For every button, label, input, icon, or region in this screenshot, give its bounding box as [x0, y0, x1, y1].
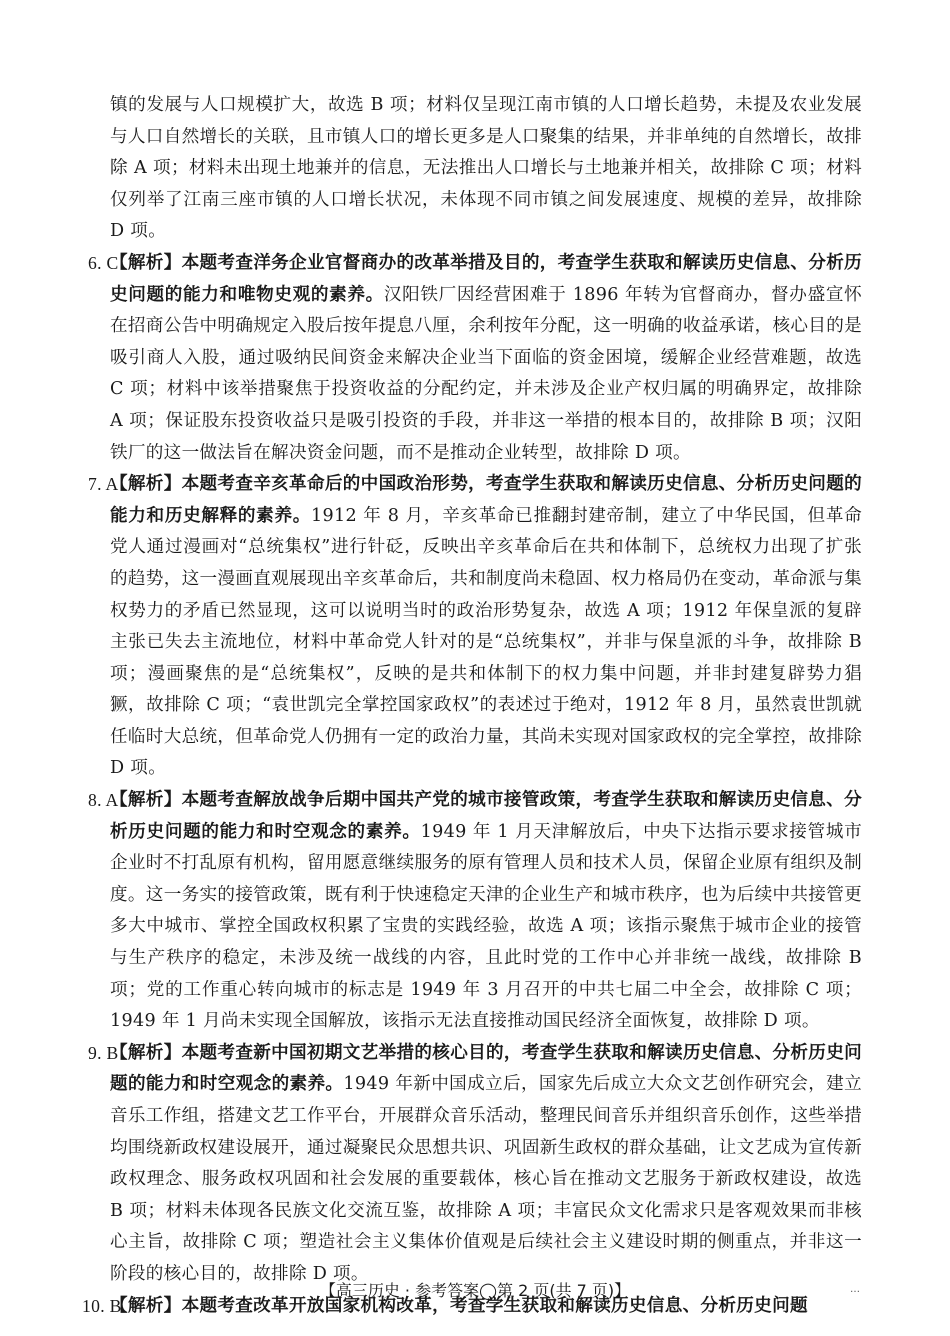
answer-item-7	[0, 469, 950, 785]
answer-item-9	[0, 1038, 950, 1291]
answer-number: 8. A	[88, 790, 119, 811]
answer-intro: 【解析】本题考查改革开放国家机构改革，考查学生获取和解读历史信息、分析历史问题	[110, 1295, 808, 1316]
answer-number: 7. A	[88, 474, 119, 495]
answer-number: 9. B	[88, 1042, 119, 1063]
answer-continuation	[0, 90, 950, 248]
answer-intro: 【解析】本题考查洋务企业官督商办的改革举措及目的，考查学生获取和解读历史信息、分析历史问题的能力和唯物史观的素养。	[110, 252, 862, 305]
answer-text: 1949 年新中国成立后，国家先后成立大众文艺创作研究会，建立音乐工作组，搭建文艺工作平台，开展群众音乐活动，整理民间音乐并组织音乐创作，这些举措均围绕新政权建设展开，通过凝聚民众思想共识、巩固新生政权的群众基础，让文艺成为宣传新政权理念、服务政权巩固和社会发展的重要载体，核心旨在推动文艺服务于新政权建设，故选 B 项；材料未体现各民族文化交流互鉴，故排除 A 项；丰富民众文化需求只是客观效果而非核心主旨，故排除 C 项；塑造社会主义集体价值观是后续社会主义建设时期的侧重点，并非这一阶段的核心目的，故排除 D 项。	[110, 1074, 863, 1284]
answer-text: 1912 年 8 月，辛亥革命已推翻封建帝制，建立了中华民国，但革命党人通过漫画对“总统集权”进行针砭，反映出辛亥革命后在共和体制下，总统权力出现了扩张的趋势，这一漫画直观展现出辛亥革命后，共和制度尚未稳固、权力格局仍在变动，革命派与集权势力的矛盾已然显现，这可以说明当时的政治形势复杂，故选 A 项；1912 年保皇派的复辟主张已失去主流地位，材料中革命党人针对的是“总统集权”，并非与保皇派的斗争，故排除 B 项；漫画聚焦的是“总统集权”，反映的是共和体制下的权力集中问题，并非封建复辟势力猖獗，故排除 C 项；“袁世凯完全掌控国家政权”的表述过于绝对，1912 年 8 月，虽然袁世凯就任临时大总统，但革命党人仍拥有一定的政治力量，其尚未实现对国家政权的完全掌控，故排除 D 项。	[110, 505, 862, 779]
answer-number: 6. C	[88, 252, 119, 273]
answer-text: 镇的发展与人口规模扩大，故选 B 项；材料仅呈现江南市镇的人口增长趋势，未提及农业发展与人口自然增长的关联，且市镇人口的增长更多是人口聚集的结果，并非单纯的自然增长，故排除 A 项；材料未出现土地兼并的信息，无法推出人口增长与土地兼并相关，故排除 C 项；材料仅列举了江南三座市镇的人口增长状况，未体现不同市镇之间发展速度、规模的差异，故排除 D 项。	[110, 95, 862, 242]
answer-text: 汉阳铁厂因经营困难于 1896 年转为官督商办，督办盛宣怀在招商公告中明确规定入股后按年提息八厘，余利按年分配，这一明确的收益承诺，核心目的是吸引商人入股，通过吸纳民间资金来解决企业当下面临的资金困境，缓解企业经营难题，故选 C 项；材料中该举措聚焦于投资收益的分配约定，并未涉及企业产权归属的明确界定，故排除 A 项；保证股东投资收益只是吸引投资的手段，并非这一举措的根本目的，故排除 B 项；汉阳铁厂的这一做法旨在解决资金问题，而不是推动企业转型，故排除 D 项。	[110, 284, 862, 463]
answer-body	[0, 90, 950, 1322]
answer-text: 1949 年 1 月天津解放后，中央下达指示要求接管城市企业时不打乱原有机构，留用愿意继续服务的原有管理人员和技术人员，保留企业原有组织及制度。这一务实的接管政策，既有利于快速稳定天津的企业生产和城市秩序，也为后续中共接管更多大中城市、掌控全国政权积累了宝贵的实践经验，故选 A 项；该指示聚焦于城市企业的接管与生产秩序的稳定，未涉及统一战线的内容，且此时党的工作中心并非统一战线，故排除 B 项；党的工作重心转向城市的标志是 1949 年 3 月召开的中共七届二中全会，故排除 C 项；1949 年 1 月尚未实现全国解放，该指示无法直接推动国民经济全面恢复，故排除 D 项。	[110, 821, 862, 1032]
page-footer: 【高三历史 · 参考答案◯第 2 页(共 7 页)】	[319, 1281, 631, 1300]
answer-item-6	[0, 248, 950, 469]
answer-item-8	[0, 785, 950, 1038]
answer-intro: 【解析】本题考查新中国初期文艺举措的核心目的，考查学生获取和解读历史信息、分析历史问题的能力和时空观念的素养。	[110, 1042, 862, 1095]
answer-intro: 【解析】本题考查解放战争后期中国共产党的城市接管政策，考查学生获取和解读历史信息、分析历史问题的能力和时空观念的素养。	[110, 790, 862, 842]
answer-number: 10. B	[82, 1295, 122, 1316]
answer-intro: 【解析】本题考查辛亥革命后的中国政治形势，考查学生获取和解读历史信息、分析历史问题的能力和历史解释的素养。	[110, 474, 862, 526]
corner-mark: …	[850, 1284, 860, 1295]
